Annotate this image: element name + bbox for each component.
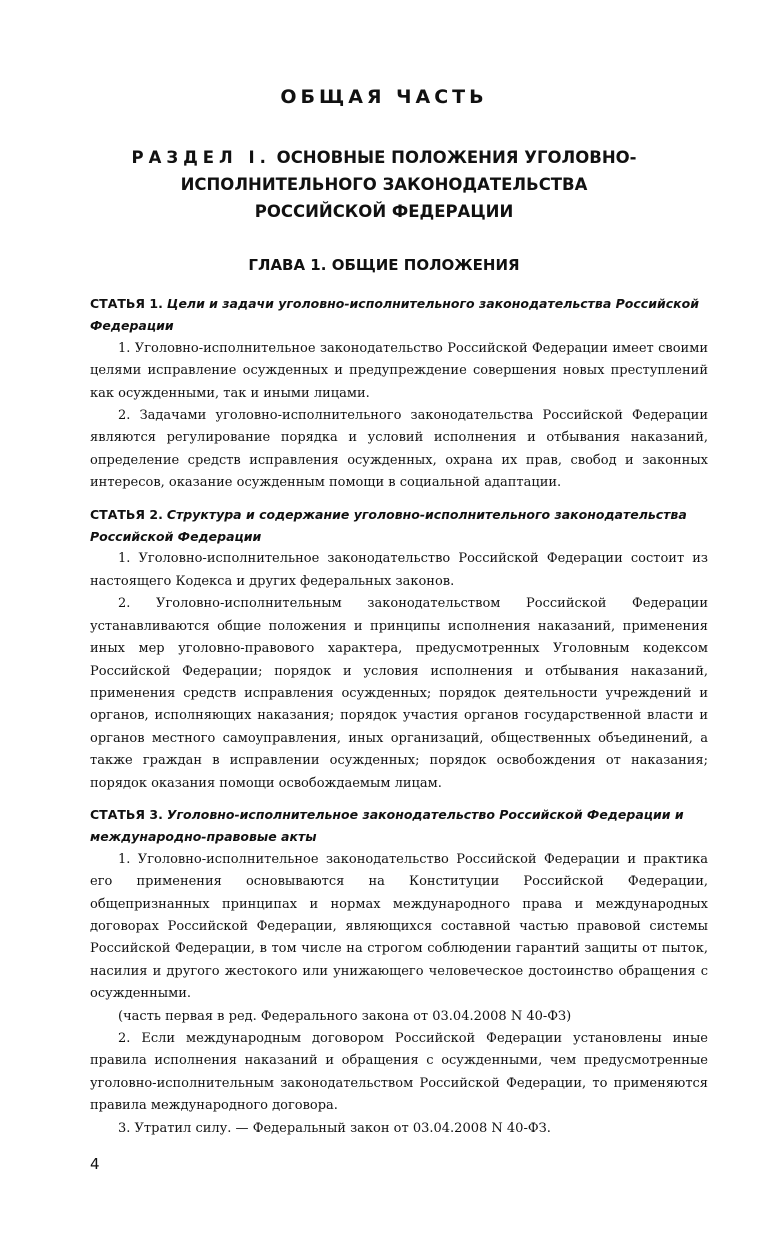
article-number: СТАТЬЯ 1. (90, 296, 163, 311)
article-paragraph: 2. Если международным договором Российской Федерации установлены иные правила исполнения наказаний и обращения с осужденными, чем предусмотренные уголовно-исполнительным законодательством Российской Федерации, то применяются правила международного договора. (90, 1031, 708, 1114)
chapter-name: ОБЩИЕ ПОЛОЖЕНИЯ (331, 256, 520, 274)
chapter-label: ГЛАВА 1. (248, 256, 327, 274)
article-number: СТАТЬЯ 3. (90, 806, 163, 822)
article-3 (90, 804, 708, 1140)
section-title (100, 144, 668, 225)
amendment-note: (часть первая в ред. Федерального закона от 03.04.2008 N 40-ФЗ) (118, 1008, 572, 1024)
article-paragraph: 1. Уголовно-исполнительное законодательство Российской Федерации и практика его применения основываются на Конституции Российской Федерации, общепризнанных принципах и нормах международного права и международных договорах Российской Федерации, являющихся составной частью правовой системы Российской Федерации, в том числе на строгом соблюдении гарантий защиты от пыток, насилия и другого жестокого или унижающего человеческое достоинство обращения с осужденными. (90, 851, 708, 1002)
article-paragraph: 3. Утратил силу. — Федеральный закон от 03.04.2008 N 40-ФЗ. (118, 1120, 551, 1136)
article-1 (90, 293, 708, 495)
article-paragraph: 2. Задачами уголовно-исполнительного законодательства Российской Федерации являются регулирование порядка и условий исполнения и отбывания наказаний, определение средств исправления осужденных, охрана их прав, свобод и законных интересов, оказание осужденным помощи в социальной адаптации. (90, 408, 708, 491)
article-2 (90, 504, 708, 795)
article-paragraph: 1. Уголовно-исполнительное законодательство Российской Федерации состоит из настоящего Кодекса и других федеральных законов. (90, 551, 708, 589)
section-title-line3: РОССИЙСКОЙ ФЕДЕРАЦИИ (254, 202, 514, 221)
section-title-line1: ОСНОВНЫЕ ПОЛОЖЕНИЯ УГОЛОВНО- (276, 148, 637, 167)
article-heading (90, 293, 708, 338)
part-title: ОБЩАЯ ЧАСТЬ (280, 86, 488, 108)
page-body (90, 293, 708, 1149)
article-paragraph: 2. Уголовно-исполнительным законодательством Российской Федерации устанавливаются общие положения и принципы исполнения наказаний, применения иных мер уголовно-правового характера, предусмотренных Уголовным кодексом Российской Федерации; порядок и условия исполнения и отбывания наказаний, применения средств исправления осужденных; порядок деятельности учреждений и органов, исполняющих наказания; порядок участия органов государственной власти и органов местного самоуправления, иных организаций, общественных объединений, а также граждан в исправлении осужденных; порядок освобождения от наказания; порядок оказания помощи освобождаемым лицам. (90, 596, 708, 791)
article-heading (90, 504, 708, 549)
section-title-line2: ИСПОЛНИТЕЛЬНОГО ЗАКОНОДАТЕЛЬСТВА (180, 175, 588, 194)
article-heading (90, 804, 708, 849)
article-title: Структура и содержание уголовно-исполнительного законодательства Российской Федерации (90, 506, 687, 545)
article-paragraph: 1. Уголовно-исполнительное законодательство Российской Федерации имеет своими целями исправление осужденных и предупреждение совершения новых преступлений как осужденными, так и иными лицами. (90, 340, 708, 401)
article-title: Цели и задачи уголовно-исполнительного законодательства Российской Федерации (90, 296, 699, 334)
article-number: СТАТЬЯ 2. (90, 506, 163, 522)
section-label: РАЗДЕЛ I. (131, 148, 271, 167)
page-number: 4 (90, 1155, 100, 1173)
chapter-title (0, 256, 768, 274)
article-title: Уголовно-исполнительное законодательство Российской Федерации и международно-правовые акты (90, 806, 684, 845)
